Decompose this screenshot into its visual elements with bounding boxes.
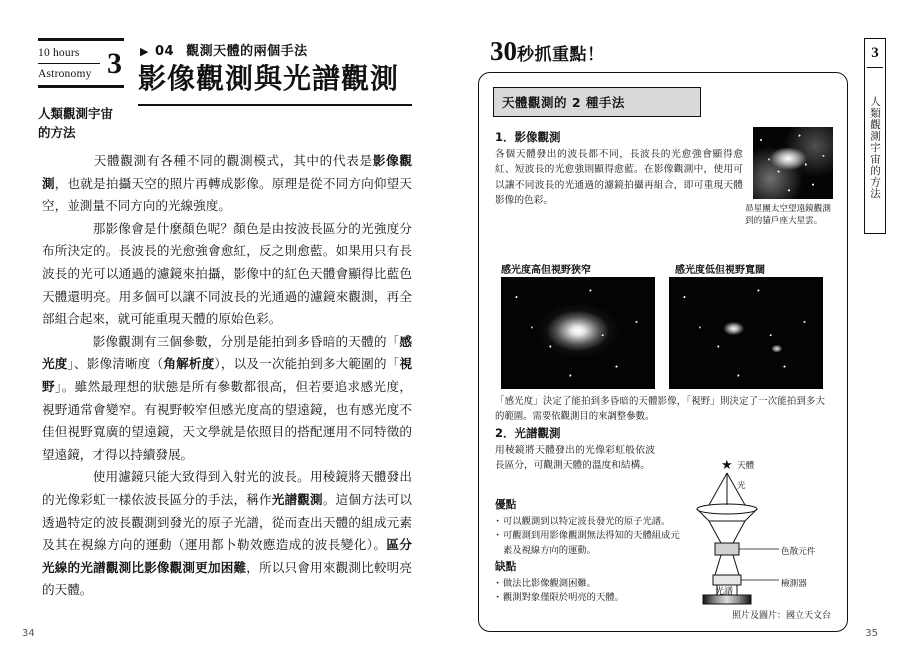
- chapter-badge: [38, 38, 124, 88]
- diagram-label-disperser: 色散元件: [781, 547, 816, 557]
- key-point-number: 30: [490, 36, 517, 66]
- spectrograph-svg: [685, 459, 835, 619]
- section1-text: 各個天體發出的波長都不同，長波長的光愈強會顯得愈紅、短波長的光愈強則顯得愈藍。在影像觀測中，使用可以讓不同波長的光通過的濾鏡拍攝再組合，即可重現天體影像的色彩。: [495, 149, 743, 207]
- chapter-badge-line2: Astronomy: [38, 68, 92, 80]
- chapter-subtitle-line2: 的方法: [38, 125, 76, 140]
- list-item: ・ 可以觀測到以特定波長發光的原子光譜。: [495, 515, 683, 529]
- cons-heading: 缺點: [495, 561, 517, 573]
- panel-title: 天體觀測的 2 種手法: [493, 87, 701, 117]
- galaxy-photo-narrow-field: [501, 277, 655, 389]
- side-tab-number: 3: [867, 45, 883, 68]
- diagram-label-detector: 檢測器: [781, 579, 807, 589]
- section-number-row: [140, 40, 308, 59]
- figure-label-left: 感光度高但視野狹窄: [501, 265, 591, 276]
- body-text: [42, 150, 412, 602]
- nebula-photo: [753, 127, 833, 199]
- folio-right: 35: [865, 628, 878, 639]
- chapter-subtitle-line1: 人類觀測宇宙: [38, 106, 114, 121]
- diagram-label-light: 光: [737, 481, 746, 491]
- diagram-label-spectrum: 光譜: [715, 587, 734, 597]
- body-paragraph-2: 那影像會是什麼顏色呢？顏色是由按波長區分的光強度分布所決定的。長波長的光愈強會愈紅，反之則愈藍。如果用只有長波長的光可以通過的濾鏡來拍攝，影像中的紅色天體會顯得比藍色天體還明亮。用多個可以讓不同波長的光通過的濾鏡來觀測，再全部組合起來，就可能重現天體的原始色彩。: [42, 220, 412, 327]
- star-icon: ★: [721, 458, 733, 473]
- summary-panel: [478, 72, 848, 632]
- chapter-badge-line1: 10 hours: [38, 45, 100, 64]
- pros-list: [495, 515, 683, 558]
- title-divider: [138, 104, 412, 106]
- list-item: ・ 可觀測到用影像觀測無法得知的天體組成元素及視線方向的運動。: [495, 529, 683, 558]
- photo-credit: 照片及圖片：國立天文台: [731, 611, 831, 621]
- list-item: ・ 觀測對象僅限於明亮的天體。: [495, 591, 683, 605]
- body-paragraph-4: 使用濾鏡只能大致得到入射光的波長。用稜鏡將天體發出的光像彩虹一樣依波長區分的手法，稱作光譜觀測。這個方法可以透過特定的波長觀測到發光的原子光譜，從而查出天體的組成元素及其在視線方向的運動（運用都卜勒效應造成的波長變化）。區分光線的光譜觀測比影像觀測更加困難，所以只會用來觀測比較明亮的天體。: [42, 469, 413, 598]
- triangle-icon: ▶: [140, 45, 149, 58]
- figure-note: 「感光度」決定了能拍到多昏暗的天體影像，「視野」則決定了一次能拍到多大的範圍。需要依觀測目的來調整參數。: [495, 396, 825, 422]
- nebula-caption: 昴星團太空望遠鏡觀測到的貓戶座大星雲。: [745, 204, 831, 227]
- right-page: [450, 0, 900, 661]
- section-name: 觀測天體的兩個手法: [186, 44, 308, 59]
- section2-text: 用稜鏡將天體發出的光像彩虹般依波長區分，可觀測天體的溫度和結構。: [495, 445, 655, 472]
- folio-left: 34: [22, 628, 35, 639]
- page-title: 影像觀測與光譜觀測: [138, 62, 400, 95]
- list-item: ・ 做法比影像觀測困難。: [495, 577, 683, 591]
- galaxy-photo-wide-field: [669, 277, 823, 389]
- key-point-text: 秒抓重點！: [517, 45, 605, 65]
- figure-label-right: 感光度低但視野寬闊: [675, 265, 765, 276]
- diagram-label-star: 天體: [737, 461, 755, 471]
- section-number: 04: [154, 44, 175, 59]
- body-paragraph-1: 天體觀測有各種不同的觀測模式，其中的代表是影像觀測，也就是拍攝天空的照片再轉成影像。原理是從不同方向仰望天空，並測量不同方向的光線強度。: [42, 153, 413, 214]
- body-paragraph-3: 影像觀測有三個參數，分別是能拍到多昏暗的天體的「感光度」、影像清晰度（角解析度），以及一次能拍到多大範圍的「視野」。雖然最理想的狀態是所有參數都很高，但若要追求感光度，視野通常會變窄。有視野較窄但感光度高的望遠鏡，也有感光度不佳但視野寬廣的望遠鏡，天文學就是依照目的搭配運用不同特徵的望遠鏡，才得以持續發展。: [42, 333, 413, 462]
- section1-heading: 1．影像觀測: [495, 130, 561, 144]
- chapter-badge-lines: [38, 45, 100, 82]
- cons-list: [495, 577, 683, 606]
- chapter-subtitle: [38, 104, 138, 142]
- side-tab-text: 人類觀測宇宙的方法: [869, 96, 881, 200]
- chapter-number: 3: [107, 46, 122, 80]
- section2-heading: 2．光譜觀測: [495, 426, 561, 440]
- pros-heading: 優點: [495, 499, 517, 511]
- spectrograph-diagram: [685, 459, 835, 619]
- side-tab: [864, 38, 886, 234]
- key-point-header: [490, 36, 605, 67]
